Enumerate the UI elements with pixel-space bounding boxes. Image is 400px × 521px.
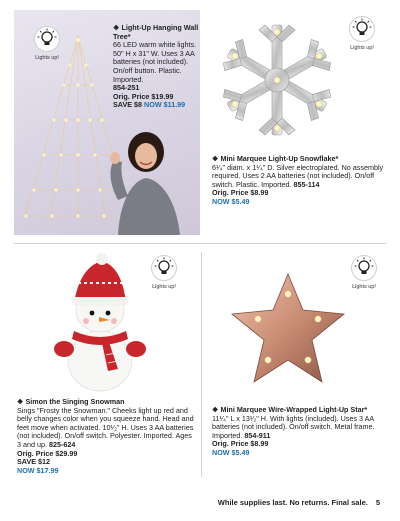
lightbulb-icon bbox=[349, 16, 375, 42]
lights-up-badge bbox=[26, 26, 68, 72]
product-description-wall-tree bbox=[113, 24, 203, 110]
page-footer bbox=[218, 498, 380, 507]
product-details: 6¹⁄₄" diam. x 1¹⁄₄" D. Silver electroplated. No assembly required. Uses 2 AA batteries (not included). On/off switch. Plastic. Imported. bbox=[212, 162, 384, 189]
orig-price: Orig. Price $19.99 bbox=[113, 91, 174, 101]
column-divider bbox=[201, 252, 202, 477]
product-description-star bbox=[212, 406, 388, 458]
lights-up-badge bbox=[341, 16, 383, 62]
product-title: Mini Marquee Wire-Wrapped Light-Up Star* bbox=[220, 405, 368, 414]
lightbulb-icon bbox=[351, 255, 377, 281]
snowman-photo bbox=[44, 253, 156, 393]
product-sku: 825-624 bbox=[48, 439, 76, 449]
product-details: 11¹⁄₄" L x 13¹⁄₂" H. With lights (included). Uses 3 AA batteries (not included). On/off switch. Metal frame. Imported. bbox=[212, 413, 375, 440]
save-amount: SAVE $12 bbox=[17, 457, 51, 467]
badge-label: Lights up! bbox=[152, 284, 176, 290]
now-price: NOW $11.99 bbox=[144, 100, 186, 110]
diamond-bullet-icon: ❖ bbox=[212, 405, 219, 414]
badge-label: Lights up! bbox=[35, 55, 59, 61]
product-sku: 855-114 bbox=[293, 179, 320, 189]
product-title: Mini Marquee Light-Up Snowflake* bbox=[220, 154, 339, 163]
diamond-bullet-icon: ❖ bbox=[17, 397, 24, 406]
footer-notice: While supplies last. No returns. Final sale. bbox=[217, 498, 368, 507]
save-amount: SAVE $8 bbox=[113, 100, 143, 110]
orig-price: Orig. Price $8.99 bbox=[212, 188, 269, 198]
orig-price: Orig. Price $29.99 bbox=[17, 448, 78, 458]
now-price: NOW $5.49 bbox=[212, 447, 250, 457]
diamond-bullet-icon: ❖ bbox=[113, 23, 120, 32]
snowflake-photo bbox=[212, 18, 342, 143]
product-sku: 854-911 bbox=[244, 430, 271, 440]
product-title: Simon the Singing Snowman bbox=[25, 397, 125, 406]
lightbulb-icon bbox=[34, 26, 60, 52]
now-price: NOW $5.49 bbox=[212, 196, 250, 206]
section-divider bbox=[14, 243, 386, 244]
product-sku: 854-251 bbox=[113, 83, 140, 93]
orig-price: Orig. Price $8.99 bbox=[212, 439, 269, 449]
product-details: 66 LED warm white lights. 50" H x 31" W. Uses 3 AA batteries (not included). On/off button. Plastic. Imported. bbox=[113, 40, 197, 84]
product-description-snowflake bbox=[212, 155, 388, 207]
now-price: NOW $17.99 bbox=[17, 465, 59, 475]
badge-label: Lights up! bbox=[352, 284, 376, 290]
page-number: 5 bbox=[375, 498, 380, 507]
diamond-bullet-icon: ❖ bbox=[212, 154, 219, 163]
badge-label: Lights up! bbox=[350, 45, 374, 51]
product-description-snowman bbox=[17, 398, 197, 475]
star-photo bbox=[226, 270, 350, 390]
product-details: Sings "Frosty the Snowman." Cheeks light up red and belly changes color when you squeeze hand. Head and feet move when activated. 10¹⁄₂" H. Uses 3 AA batteries (not included). On/off switch. Polyester. Imported. Ages 3 and up. bbox=[17, 405, 194, 449]
product-title: Light-Up Hanging Wall Tree* bbox=[113, 23, 199, 41]
